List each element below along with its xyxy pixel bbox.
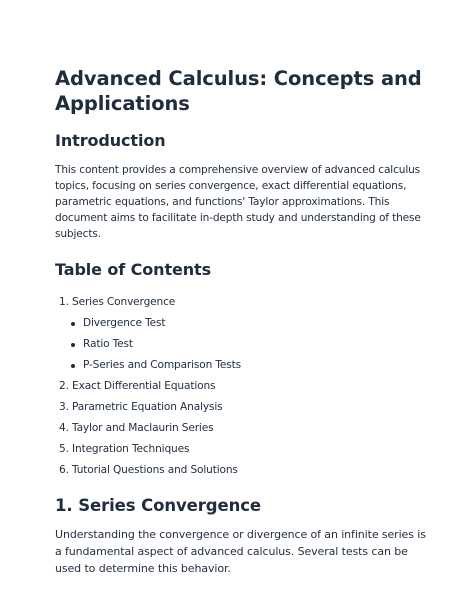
toc-item-exact-differential: 2. Exact Differential Equations [59,380,216,392]
document-title: Advanced Calculus: Concepts and Applications [55,67,422,115]
toc-item-parametric: 3. Parametric Equation Analysis [59,401,223,413]
introduction-paragraph: This content provides a comprehensive overview of advanced calculus topics, focusing on series convergence, exact differential equations, parametric equations, and functions' Taylor approximations. This document aims to facilitate in-depth study and understanding of these subjects. [55,164,421,240]
toc-subitem-divergence-test: Divergence Test [59,313,427,334]
introduction-heading: Introduction [55,131,166,150]
table-of-contents [55,292,427,481]
toc-item-label: 1. Series Convergence [59,296,176,308]
toc-item-integration: 5. Integration Techniques [59,443,190,455]
toc-subitem-p-series: P-Series and Comparison Tests [59,355,427,376]
toc-sublist [59,313,427,376]
toc-subitem-ratio-test: Ratio Test [59,334,427,355]
toc-item-taylor: 4. Taylor and Maclaurin Series [59,422,214,434]
section-series-convergence-heading: 1. Series Convergence [55,496,262,515]
table-of-contents-heading: Table of Contents [55,260,212,279]
section-series-convergence-paragraph: Understanding the convergence or divergence of an infinite series is a fundamental aspect of advanced calculus. Several tests can be used to determine this behavior. [55,528,426,575]
toc-item-series-convergence [55,292,427,376]
document-page [55,66,427,577]
toc-item-tutorial: 6. Tutorial Questions and Solutions [59,464,238,476]
